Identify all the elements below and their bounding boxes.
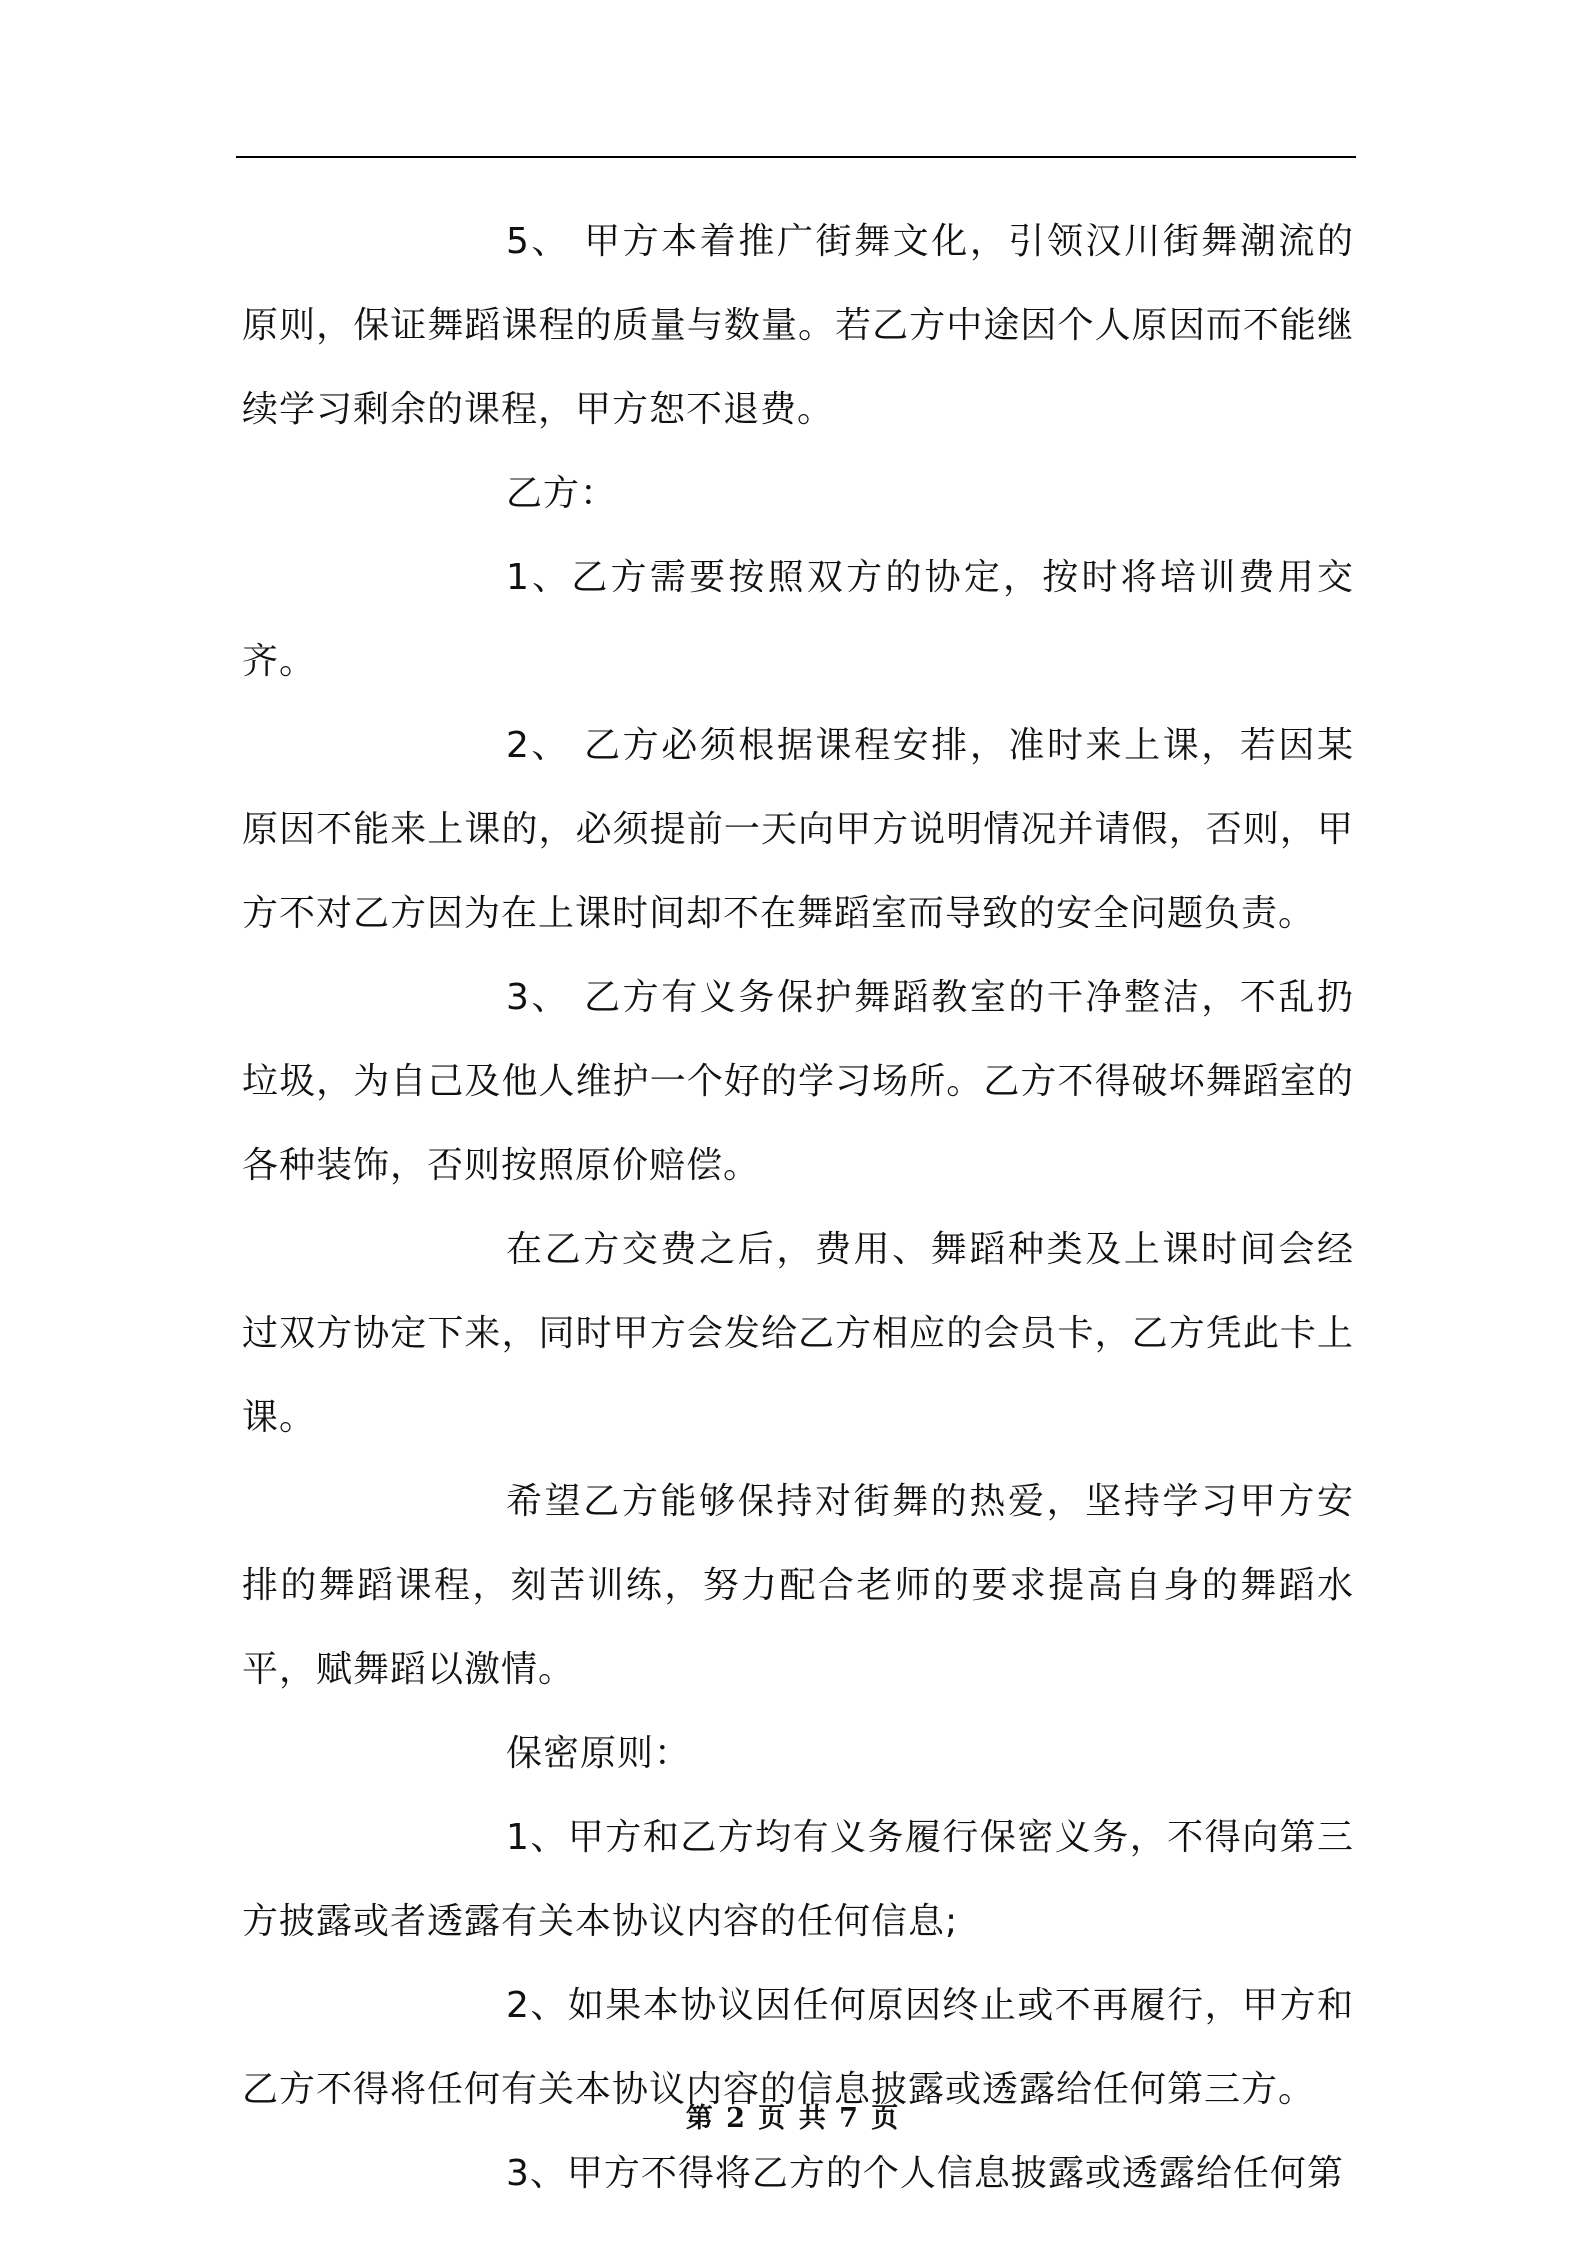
paragraph-expectation: 希望乙方能够保持对街舞的热爱，坚持学习甲方安排的舞蹈课程，刻苦训练，努力配合老师的要求提高自身的舞蹈水平，赋舞蹈以激情。 xyxy=(242,1481,1354,1690)
paragraph-party-b-2: 2、 乙方必须根据课程安排，准时来上课，若因某原因不能来上课的，必须提前一天向甲方说明情况并请假，否则，甲方不对乙方因为在上课时间却不在舞蹈室而导致的安全问题负责。 xyxy=(242,725,1354,934)
paragraph-clause-5: 5、 甲方本着推广街舞文化，引领汉川街舞潮流的原则，保证舞蹈课程的质量与数量。若乙方中途因个人原因而不能继续学习剩余的课程，甲方恕不退费。 xyxy=(242,221,1354,430)
section-heading-party-b: 乙方： xyxy=(506,473,618,514)
paragraph-confidentiality-1: 1、甲方和乙方均有义务履行保密义务，不得向第三方披露或者透露有关本协议内容的任何信息; xyxy=(242,1817,1354,1942)
paragraph-confidentiality-3: 3、甲方不得将乙方的个人信息披露或透露给任何第 xyxy=(506,2153,1344,2194)
document-body xyxy=(242,200,1354,2216)
paragraph-payment: 在乙方交费之后，费用、舞蹈种类及上课时间会经过双方协定下来，同时甲方会发给乙方相应的会员卡，乙方凭此卡上课。 xyxy=(242,1229,1354,1438)
header-rule xyxy=(236,156,1356,158)
paragraph-party-b-1: 1、乙方需要按照双方的协定，按时将培训费用交齐。 xyxy=(242,557,1354,682)
section-heading-confidentiality: 保密原则： xyxy=(506,1733,692,1774)
paragraph-confidentiality-2: 2、如果本协议因任何原因终止或不再履行，甲方和乙方不得将任何有关本协议内容的信息披露或透露给任何第三方。 xyxy=(242,1985,1354,2110)
page-number-footer: 第 2 页 共 7 页 xyxy=(685,2103,901,2134)
paragraph-party-b-3: 3、 乙方有义务保护舞蹈教室的干净整洁，不乱扔垃圾，为自己及他人维护一个好的学习场所。乙方不得破坏舞蹈室的各种装饰，否则按照原价赔偿。 xyxy=(242,977,1354,1186)
